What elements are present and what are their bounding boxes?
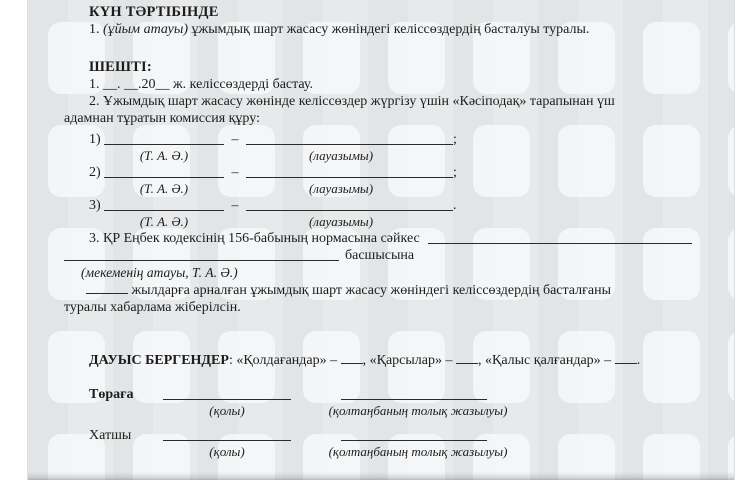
secretary-signature-labels [64, 444, 692, 461]
chairman-signature-blank-line [163, 387, 291, 400]
votes-comma: , [362, 353, 370, 368]
votes-against-label: «Қарсылар» – [369, 353, 456, 368]
decision-item-2-line2: адамнан тұратын комиссия құру: [64, 111, 260, 126]
member-row-tail: . [453, 198, 457, 213]
member-position-label: (лауазымы) [308, 214, 374, 229]
agenda-item-number: 1. [89, 22, 103, 37]
signature-label: (қолы) [209, 444, 245, 459]
decision-item-3-line2 [64, 247, 692, 264]
commission-members-list [64, 131, 692, 230]
member-row-tail: ; [453, 132, 457, 147]
member-position-label: (лауазымы) [308, 181, 374, 196]
chairman-signature-labels [64, 403, 692, 420]
member-name-blank-line [104, 132, 224, 145]
member-name-blank-line [104, 165, 224, 178]
institution-note-label: (мекеменің атауы, Т. А. Ә.) [81, 265, 238, 280]
votes-against-blank-line [456, 352, 478, 364]
document-content [64, 0, 692, 461]
background-tile [728, 228, 735, 300]
votes-comma: , [477, 353, 485, 368]
secretary-fullname-blank-line [341, 428, 487, 441]
chairman-role-label: Төраға [89, 387, 134, 402]
member-dash: – [231, 132, 239, 147]
secretary-signature-blank-line [163, 428, 291, 441]
votes-for-label: «Қолдағандар» – [236, 353, 341, 368]
member-name-label: (Т. А. Ә.) [139, 181, 189, 196]
member-row-3 [64, 197, 692, 214]
member-dash: – [231, 165, 239, 180]
background-tile [728, 331, 735, 403]
votes-line [64, 352, 692, 369]
votes-separator: : [228, 353, 237, 368]
member-row-2 [64, 164, 692, 181]
secretary-role-label: Хатшы [89, 428, 132, 443]
votes-abstain-blank-line [615, 352, 637, 364]
page-bottom-shadow [28, 472, 734, 480]
agenda-item-text: ұжымдық шарт жасасу жөніндегі келіссөздердің басталуы туралы. [188, 22, 590, 37]
votes-heading: ДАУЫС БЕРГЕНДЕР [89, 353, 229, 368]
member-labels-2 [64, 181, 692, 197]
member-position-label: (лауазымы) [308, 148, 374, 163]
signatures-section [64, 385, 692, 461]
decision-item-4-line1 [64, 281, 692, 299]
background-tile [728, 22, 735, 94]
votes-for-blank-line [341, 352, 363, 364]
secretary-signature-row [64, 426, 692, 444]
member-number: 1) [89, 132, 101, 147]
member-number: 2) [89, 165, 101, 180]
decision-item-4-line2: туралы хабарлама жіберілсін. [64, 300, 241, 315]
chairman-fullname-blank-line [341, 387, 487, 400]
agenda-heading: КҮН ТӘРТІБІНДЕ [89, 4, 219, 20]
decision-item-2-line1: 2. Ұжымдық шарт жасасу жөнінде келіссөздер жүргізу үшін «Кәсіподақ» тарапынан үш [89, 94, 615, 109]
institution-blank-line [428, 231, 692, 244]
institution-blank-line-2 [64, 248, 339, 261]
member-number: 3) [89, 198, 101, 213]
chairman-signature-row [64, 385, 692, 403]
member-name-blank-line [104, 198, 224, 211]
signature-label: (қолы) [209, 403, 245, 418]
document-page [27, 0, 735, 480]
votes-period: . [636, 353, 641, 368]
member-dash: – [231, 198, 239, 213]
member-row-tail: ; [453, 165, 457, 180]
decision-item-3-tail: басшысына [345, 248, 415, 263]
fullname-label: (қолтаңбаның толық жазылуы) [328, 403, 508, 418]
member-position-blank-line [246, 198, 453, 211]
member-labels-3 [64, 214, 692, 230]
decision-item-3-line1 [64, 230, 692, 247]
decision-item-1: 1. __. __.20__ ж. келіссөздерді бастау. [89, 77, 314, 92]
years-blank-line [86, 281, 128, 294]
background-tile [728, 125, 735, 197]
member-labels-1 [64, 148, 692, 164]
member-row-1 [64, 131, 692, 148]
fullname-label: (қолтаңбаның толық жазылуы) [328, 444, 508, 459]
decision-item-4-text: жылдарға арналған ұжымдық шарт жасасу жөніндегі келіссөздердің басталғаны [128, 283, 611, 298]
votes-abstain-label: «Қалыс қалғандар» – [484, 353, 615, 368]
agenda-org-placeholder: (ұйым атауы) [103, 22, 189, 37]
member-position-blank-line [246, 132, 453, 145]
member-position-blank-line [246, 165, 453, 178]
member-name-label: (Т. А. Ә.) [139, 148, 189, 163]
decision-item-3-text: 3. ҚР Еңбек кодексінің 156-бабының нормасына сәйкес [89, 231, 420, 246]
member-name-label: (Т. А. Ә.) [139, 214, 189, 229]
agenda-item [64, 21, 692, 38]
decision-heading: ШЕШТІ: [89, 59, 152, 75]
